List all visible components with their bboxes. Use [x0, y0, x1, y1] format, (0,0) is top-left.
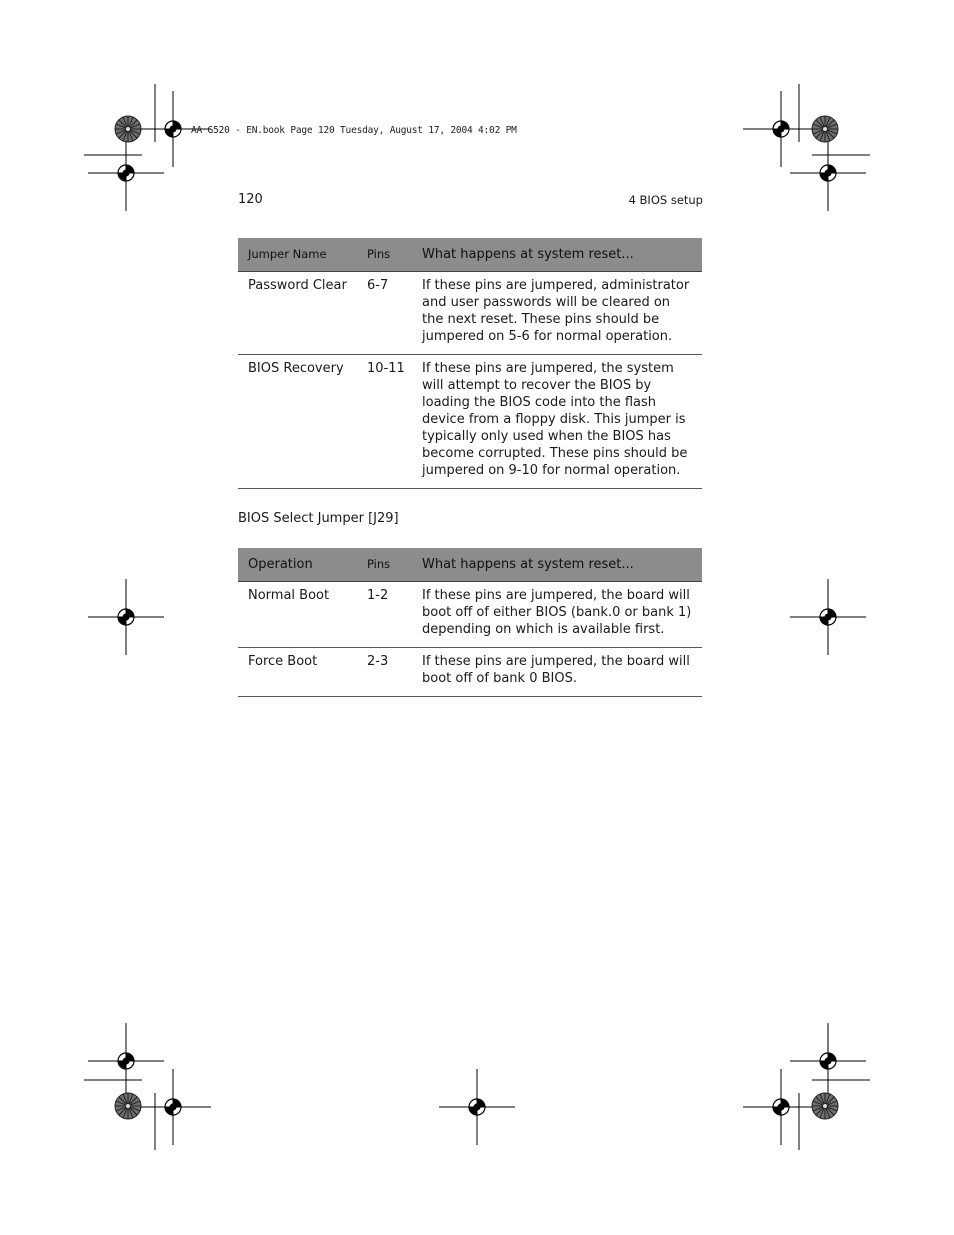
table-header-row	[238, 238, 702, 272]
operation-description: If these pins are jumpered, the board will boot off of either BIOS (bank.0 or bank 1) depending on which is available first.	[412, 582, 702, 648]
header-pins: Pins	[357, 548, 412, 582]
table-row	[238, 582, 702, 648]
jumper-pins: 6-7	[357, 272, 412, 355]
table-row	[238, 272, 702, 355]
header-jumper-name: Jumper Name	[238, 238, 357, 272]
header-operation: Operation	[238, 548, 357, 582]
table-row	[238, 355, 702, 489]
header-description: What happens at system reset...	[412, 238, 702, 272]
header-description: What happens at system reset...	[412, 548, 702, 582]
jumper-pins: 10-11	[357, 355, 412, 489]
table-header-row	[238, 548, 702, 582]
jumper-description: If these pins are jumpered, administrator and user passwords will be cleared on the next reset. These pins should be jumpered on 5-6 for normal operation.	[412, 272, 702, 355]
table-row	[238, 648, 702, 697]
section-caption: BIOS Select Jumper [J29]	[238, 511, 399, 526]
operation-name: Normal Boot	[238, 582, 357, 648]
operation-description: If these pins are jumpered, the board will boot off of bank 0 BIOS.	[412, 648, 702, 697]
jumper-description: If these pins are jumpered, the system will attempt to recover the BIOS by loading the BIOS code into the flash device from a floppy disk. This jumper is typically only used when the BIOS has become corrupted. These pins should be jumpered on 9-10 for normal operation.	[412, 355, 702, 489]
chapter-title: 4 BIOS setup	[628, 193, 703, 207]
jumper-table	[238, 238, 702, 489]
jumper-name: BIOS Recovery	[238, 355, 357, 489]
jumper-name: Password Clear	[238, 272, 357, 355]
header-pins: Pins	[357, 238, 412, 272]
page-number: 120	[238, 192, 263, 207]
operation-pins: 2-3	[357, 648, 412, 697]
operation-pins: 1-2	[357, 582, 412, 648]
print-slug: AA G520 - EN.book Page 120 Tuesday, August 17, 2004 4:02 PM	[191, 125, 517, 136]
operation-name: Force Boot	[238, 648, 357, 697]
bios-select-table	[238, 548, 702, 697]
